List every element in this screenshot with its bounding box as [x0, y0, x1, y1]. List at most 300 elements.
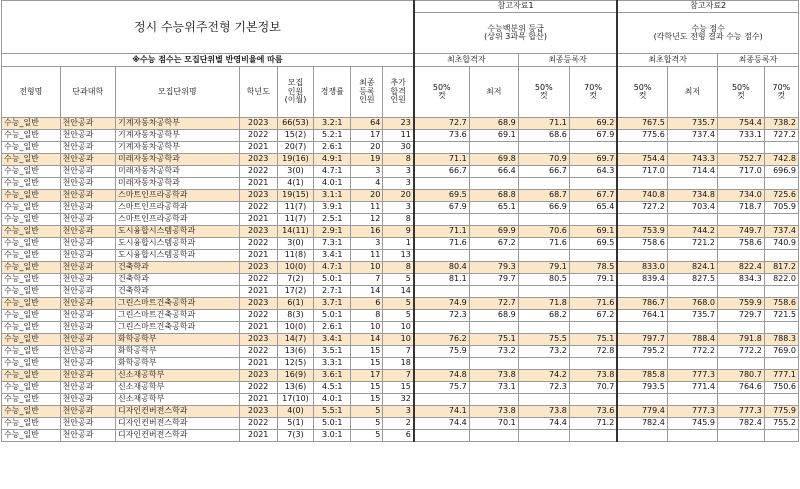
row-final: 5: [351, 406, 383, 418]
row-quota: 13(6): [277, 382, 313, 394]
row-extra: 11: [383, 130, 414, 142]
row-extra: 8: [383, 214, 414, 226]
row-extra: 2: [383, 418, 414, 430]
row-a-final-p50: [518, 214, 569, 226]
row-a-final-p70: 70.7: [569, 382, 617, 394]
row-b-final-p70: 750.6: [764, 382, 798, 394]
row-year: 2023: [239, 262, 277, 274]
row-b-final-p50: [717, 250, 764, 262]
row-b-first-p50: 727.2: [617, 202, 667, 214]
row-b-final-p50: 834.3: [717, 274, 764, 286]
table-row: [2, 394, 799, 406]
row-a-first-p50: [414, 286, 469, 298]
row-b-final-p50: [717, 142, 764, 154]
col-b-final-p70: [764, 67, 798, 118]
row-b-final-p50: [717, 178, 764, 190]
row-a-final-p50: 70.9: [518, 154, 569, 166]
table-row: [2, 178, 799, 190]
row-b-final-p70: [764, 358, 798, 370]
row-b-first-p50: 717.0: [617, 166, 667, 178]
table-row: [2, 130, 799, 142]
row-final: 4: [351, 178, 383, 190]
row-a-first-p50: 81.1: [414, 274, 469, 286]
row-a-first-p50: [414, 250, 469, 262]
row-b-first-p50: 795.2: [617, 346, 667, 358]
row-college: 천안공과: [60, 418, 115, 430]
table-row: [2, 358, 799, 370]
row-b-final-p50: 758.6: [717, 238, 764, 250]
row-rate: 4.5:1: [314, 382, 351, 394]
col-b-final-p50-l1: 50%: [731, 82, 750, 92]
score-note: ※수능 점수는 모집단위별 반영비율에 따름: [2, 54, 414, 67]
row-extra: 8: [383, 154, 414, 166]
row-a-final-p70: 67.2: [569, 310, 617, 322]
row-final: 5: [351, 418, 383, 430]
row-type: 수능_일반: [2, 274, 61, 286]
row-rate: 2.5:1: [314, 214, 351, 226]
row-a-first-min: [469, 178, 518, 190]
row-b-first-p50: 833.0: [617, 262, 667, 274]
row-type: 수능_일반: [2, 142, 61, 154]
row-extra: 3: [383, 166, 414, 178]
row-unit: 기계자동차공학부: [115, 130, 239, 142]
ref2-subtitle-line1: 수능 점수: [691, 23, 725, 33]
row-college: 천안공과: [60, 142, 115, 154]
row-college: 천안공과: [60, 286, 115, 298]
row-type: 수능_일반: [2, 370, 61, 382]
row-a-first-min: 68.8: [469, 190, 518, 202]
col-b-final-p70-l2: 컷: [777, 91, 786, 100]
row-a-first-min: 69.9: [469, 226, 518, 238]
row-college: 천안공과: [60, 322, 115, 334]
row-b-final-p70: 737.4: [764, 226, 798, 238]
row-unit: 기계자동차공학부: [115, 118, 239, 130]
row-b-final-p50: [717, 358, 764, 370]
row-unit: 디자인컨버전스학과: [115, 406, 239, 418]
row-final: 12: [351, 214, 383, 226]
row-final: 17: [351, 370, 383, 382]
col-type: 전형명: [2, 67, 61, 118]
col-b-final-p70-l1: 70%: [772, 82, 791, 92]
row-b-final-p70: 721.5: [764, 310, 798, 322]
row-a-final-p50: 73.2: [518, 346, 569, 358]
row-a-final-p70: [569, 286, 617, 298]
row-year: 2023: [239, 298, 277, 310]
admission-table: [1, 0, 799, 442]
row-b-first-min: [667, 178, 717, 190]
row-final: 3: [351, 238, 383, 250]
row-type: 수능_일반: [2, 154, 61, 166]
row-b-first-p50: [617, 142, 667, 154]
row-rate: 3.9:1: [314, 202, 351, 214]
row-unit: 도시융합시스템공학과: [115, 238, 239, 250]
row-quota: 19(16): [277, 154, 313, 166]
row-unit: 스마트인프라공학과: [115, 214, 239, 226]
row-b-first-p50: 775.6: [617, 130, 667, 142]
row-b-first-min: 768.0: [667, 298, 717, 310]
row-final: 20: [351, 142, 383, 154]
row-a-first-p50: 71.1: [414, 226, 469, 238]
table-row: [2, 430, 799, 442]
row-final: 15: [351, 346, 383, 358]
row-quota: 15(2): [277, 130, 313, 142]
row-b-first-min: 734.8: [667, 190, 717, 202]
row-a-first-min: [469, 286, 518, 298]
table-row: [2, 118, 799, 130]
col-unit: 모집단위명: [115, 67, 239, 118]
row-a-first-min: 73.8: [469, 370, 518, 382]
col-final-l2: 등록: [359, 86, 375, 96]
row-unit: 미래자동차공학과: [115, 178, 239, 190]
table-row: [2, 226, 799, 238]
row-a-final-p70: 67.9: [569, 130, 617, 142]
row-a-first-min: [469, 142, 518, 154]
row-a-final-p70: 71.2: [569, 418, 617, 430]
row-year: 2022: [239, 274, 277, 286]
col-college: 단과대학: [60, 67, 115, 118]
row-quota: 11(8): [277, 250, 313, 262]
row-a-final-p50: 68.7: [518, 190, 569, 202]
col-quota-l3: (이월): [284, 95, 307, 105]
col-b-first-min: 최저: [667, 67, 717, 118]
row-a-first-min: 73.1: [469, 382, 518, 394]
table-row: [2, 298, 799, 310]
row-rate: 4.0:1: [314, 178, 351, 190]
row-b-final-p70: 740.9: [764, 238, 798, 250]
row-b-final-p50: 782.4: [717, 418, 764, 430]
row-b-final-p50: 749.7: [717, 226, 764, 238]
row-b-final-p70: 758.6: [764, 298, 798, 310]
row-b-final-p70: 817.2: [764, 262, 798, 274]
row-quota: 16(9): [277, 370, 313, 382]
row-a-first-p50: 67.9: [414, 202, 469, 214]
row-unit: 도시융합시스템공학과: [115, 250, 239, 262]
row-rate: 5.0:1: [314, 274, 351, 286]
row-a-first-p50: 71.6: [414, 238, 469, 250]
ref1-group-final: 최종등록자: [518, 54, 617, 67]
row-b-final-p70: 755.2: [764, 418, 798, 430]
row-year: 2021: [239, 322, 277, 334]
row-b-final-p50: 733.1: [717, 130, 764, 142]
row-b-final-p70: 738.2: [764, 118, 798, 130]
row-extra: 8: [383, 262, 414, 274]
row-type: 수능_일반: [2, 262, 61, 274]
table-row: [2, 286, 799, 298]
row-b-first-p50: 839.4: [617, 274, 667, 286]
table-row: [2, 238, 799, 250]
row-final: 19: [351, 154, 383, 166]
row-a-final-p50: [518, 322, 569, 334]
row-b-first-p50: 754.4: [617, 154, 667, 166]
row-quota: 3(0): [277, 166, 313, 178]
row-year: 2023: [239, 154, 277, 166]
col-quota: [277, 67, 313, 118]
row-b-first-min: 744.2: [667, 226, 717, 238]
table-row: [2, 346, 799, 358]
row-extra: 20: [383, 190, 414, 202]
row-b-first-min: 703.4: [667, 202, 717, 214]
row-college: 천안공과: [60, 202, 115, 214]
row-b-final-p70: 725.6: [764, 190, 798, 202]
row-b-final-p70: 775.9: [764, 406, 798, 418]
row-rate: 4.7:1: [314, 262, 351, 274]
table-row: [2, 202, 799, 214]
row-quota: 4(0): [277, 406, 313, 418]
row-a-first-min: 79.3: [469, 262, 518, 274]
row-college: 천안공과: [60, 226, 115, 238]
row-rate: 5.0:1: [314, 310, 351, 322]
row-a-first-min: 68.9: [469, 310, 518, 322]
row-extra: 23: [383, 118, 414, 130]
row-b-final-p70: 727.2: [764, 130, 798, 142]
row-b-final-p50: 822.4: [717, 262, 764, 274]
table-row: [2, 418, 799, 430]
col-a-final-p70-l1: 70%: [584, 82, 602, 92]
row-quota: 11(7): [277, 214, 313, 226]
row-a-first-min: [469, 394, 518, 406]
row-quota: 17(10): [277, 394, 313, 406]
row-a-first-p50: 75.7: [414, 382, 469, 394]
row-year: 2023: [239, 226, 277, 238]
table-row: [2, 370, 799, 382]
row-rate: 3.1:1: [314, 190, 351, 202]
row-a-first-min: 72.7: [469, 298, 518, 310]
row-a-final-p70: [569, 430, 617, 442]
row-b-first-min: 788.4: [667, 334, 717, 346]
row-unit: 건축학과: [115, 274, 239, 286]
row-b-final-p50: 729.7: [717, 310, 764, 322]
row-a-first-min: 73.8: [469, 406, 518, 418]
row-a-first-p50: 76.2: [414, 334, 469, 346]
row-type: 수능_일반: [2, 190, 61, 202]
table-row: [2, 334, 799, 346]
row-type: 수능_일반: [2, 430, 61, 442]
col-quota-l1: 모집: [287, 78, 304, 88]
row-final: 15: [351, 358, 383, 370]
row-b-first-p50: 797.7: [617, 334, 667, 346]
row-a-final-p50: 74.2: [518, 370, 569, 382]
row-a-final-p50: 66.7: [518, 166, 569, 178]
row-b-first-min: 824.1: [667, 262, 717, 274]
row-final: 6: [351, 298, 383, 310]
row-b-first-min: 771.4: [667, 382, 717, 394]
row-b-first-min: 735.7: [667, 118, 717, 130]
row-a-first-min: 67.2: [469, 238, 518, 250]
row-a-final-p70: 69.2: [569, 118, 617, 130]
row-b-first-p50: 793.5: [617, 382, 667, 394]
row-a-first-min: [469, 214, 518, 226]
row-a-first-p50: 66.7: [414, 166, 469, 178]
row-final: 15: [351, 382, 383, 394]
row-college: 천안공과: [60, 178, 115, 190]
table-row: [2, 190, 799, 202]
col-b-final-p50: [717, 67, 764, 118]
row-extra: 18: [383, 358, 414, 370]
row-a-final-p50: [518, 142, 569, 154]
table-row: [2, 274, 799, 286]
row-unit: 그린스마트건축공학과: [115, 310, 239, 322]
row-a-first-min: [469, 430, 518, 442]
col-rate: 경쟁률: [314, 67, 351, 118]
row-college: 천안공과: [60, 166, 115, 178]
row-quota: 66(53): [277, 118, 313, 130]
row-b-first-min: 721.2: [667, 238, 717, 250]
row-b-final-p50: 717.0: [717, 166, 764, 178]
row-b-final-p50: [717, 430, 764, 442]
row-b-first-p50: [617, 286, 667, 298]
row-a-first-p50: [414, 322, 469, 334]
row-a-first-p50: 80.4: [414, 262, 469, 274]
row-extra: 3: [383, 178, 414, 190]
col-b-first-p50-l2: 컷: [638, 91, 647, 100]
row-b-first-p50: 785.8: [617, 370, 667, 382]
table-row: [2, 142, 799, 154]
row-college: 천안공과: [60, 262, 115, 274]
row-b-final-p50: [717, 286, 764, 298]
row-b-final-p70: [764, 394, 798, 406]
row-college: 천안공과: [60, 394, 115, 406]
col-final: [351, 67, 383, 118]
table-row: [2, 322, 799, 334]
row-rate: 5.2:1: [314, 130, 351, 142]
row-a-final-p70: [569, 322, 617, 334]
row-college: 천안공과: [60, 190, 115, 202]
row-year: 2021: [239, 214, 277, 226]
row-b-first-min: 772.2: [667, 346, 717, 358]
ref1-group-first: 최초합격자: [414, 54, 518, 67]
row-type: 수능_일반: [2, 214, 61, 226]
row-a-final-p70: [569, 358, 617, 370]
row-b-first-min: 745.9: [667, 418, 717, 430]
row-a-final-p50: 75.5: [518, 334, 569, 346]
col-extra-l1: 추가: [390, 78, 406, 88]
row-b-first-min: [667, 394, 717, 406]
row-type: 수능_일반: [2, 382, 61, 394]
row-year: 2022: [239, 238, 277, 250]
row-type: 수능_일반: [2, 358, 61, 370]
row-quota: 20(7): [277, 142, 313, 154]
row-unit: 미래자동차공학과: [115, 154, 239, 166]
row-unit: 디자인컨버전스학과: [115, 418, 239, 430]
row-rate: 4.7:1: [314, 166, 351, 178]
row-b-final-p70: 769.0: [764, 346, 798, 358]
row-final: 17: [351, 130, 383, 142]
row-a-final-p50: 71.8: [518, 298, 569, 310]
row-a-first-min: 69.8: [469, 154, 518, 166]
row-final: 64: [351, 118, 383, 130]
col-a-final-p50-l1: 50%: [534, 82, 553, 92]
row-rate: 3.4:1: [314, 250, 351, 262]
row-b-first-p50: [617, 430, 667, 442]
row-a-first-min: 65.1: [469, 202, 518, 214]
row-rate: 2.9:1: [314, 226, 351, 238]
row-a-first-p50: 72.7: [414, 118, 469, 130]
table-row: [2, 154, 799, 166]
row-a-first-min: 75.1: [469, 334, 518, 346]
row-a-final-p70: 69.7: [569, 154, 617, 166]
row-rate: 5.5:1: [314, 406, 351, 418]
row-b-final-p70: [764, 250, 798, 262]
row-a-first-min: 79.7: [469, 274, 518, 286]
row-b-final-p70: 777.1: [764, 370, 798, 382]
row-a-final-p50: 72.3: [518, 382, 569, 394]
row-a-first-p50: 74.4: [414, 418, 469, 430]
row-year: 2022: [239, 310, 277, 322]
row-final: 20: [351, 190, 383, 202]
row-b-first-min: [667, 214, 717, 226]
row-unit: 신소재공학부: [115, 394, 239, 406]
row-b-first-p50: [617, 358, 667, 370]
row-unit: 건축학과: [115, 286, 239, 298]
row-a-final-p70: 69.5: [569, 238, 617, 250]
row-college: 천안공과: [60, 382, 115, 394]
col-a-final-p50: [518, 67, 569, 118]
row-a-final-p50: 71.1: [518, 118, 569, 130]
row-b-final-p50: 772.2: [717, 346, 764, 358]
row-type: 수능_일반: [2, 226, 61, 238]
row-unit: 그린스마트건축공학과: [115, 298, 239, 310]
col-a-first-p50: [414, 67, 469, 118]
row-quota: 6(1): [277, 298, 313, 310]
row-b-final-p50: 752.7: [717, 154, 764, 166]
row-a-first-p50: 71.1: [414, 154, 469, 166]
row-b-final-p50: 777.3: [717, 406, 764, 418]
row-extra: 30: [383, 142, 414, 154]
row-b-final-p50: 791.8: [717, 334, 764, 346]
row-year: 2021: [239, 286, 277, 298]
row-year: 2021: [239, 358, 277, 370]
row-extra: 1: [383, 238, 414, 250]
row-unit: 신소재공학부: [115, 382, 239, 394]
row-year: 2022: [239, 346, 277, 358]
row-a-final-p70: [569, 250, 617, 262]
col-a-final-p70-l2: 컷: [589, 91, 597, 100]
row-b-final-p70: 705.9: [764, 202, 798, 214]
row-a-final-p70: [569, 142, 617, 154]
row-a-final-p70: 73.8: [569, 370, 617, 382]
row-extra: 32: [383, 394, 414, 406]
row-quota: 14(11): [277, 226, 313, 238]
row-quota: 5(1): [277, 418, 313, 430]
row-unit: 스마트인프라공학과: [115, 190, 239, 202]
row-type: 수능_일반: [2, 118, 61, 130]
row-b-final-p70: [764, 214, 798, 226]
row-quota: 10(0): [277, 322, 313, 334]
row-b-final-p70: 696.9: [764, 166, 798, 178]
row-a-final-p50: 73.8: [518, 406, 569, 418]
row-extra: 10: [383, 322, 414, 334]
ref1-subtitle-line2: (상위 3과목 합산): [484, 32, 547, 41]
row-extra: 10: [383, 334, 414, 346]
col-year: 학년도: [239, 67, 277, 118]
row-quota: 10(0): [277, 262, 313, 274]
table-row: [2, 166, 799, 178]
row-final: 14: [351, 334, 383, 346]
row-unit: 미래자동차공학과: [115, 166, 239, 178]
row-a-first-p50: 74.8: [414, 370, 469, 382]
row-college: 천안공과: [60, 298, 115, 310]
col-quota-l2: 인원: [287, 86, 304, 96]
row-b-first-p50: 753.9: [617, 226, 667, 238]
row-final: 7: [351, 274, 383, 286]
row-rate: 2.7:1: [314, 286, 351, 298]
row-a-final-p50: 74.4: [518, 418, 569, 430]
row-a-first-p50: [414, 358, 469, 370]
col-extra: [383, 67, 414, 118]
ref2-group-final: 최종등록자: [717, 54, 798, 67]
row-a-first-min: 66.4: [469, 166, 518, 178]
row-type: 수능_일반: [2, 346, 61, 358]
